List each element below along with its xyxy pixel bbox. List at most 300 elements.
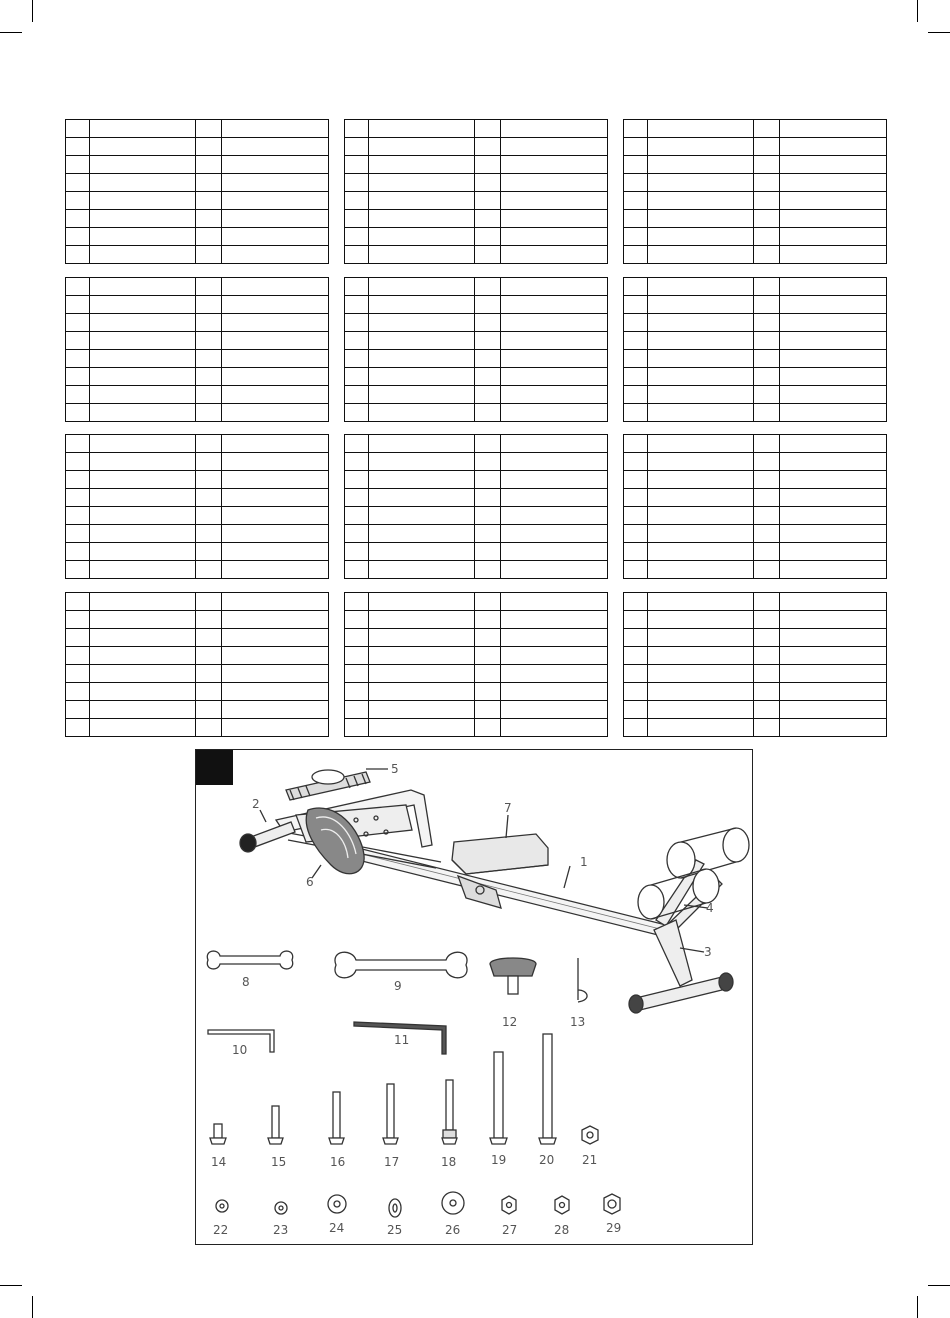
table-cell (369, 647, 475, 665)
table-cell (369, 611, 475, 629)
table-cell (501, 386, 608, 404)
rear-support-4 (638, 828, 749, 932)
table-cell (501, 525, 608, 543)
table-row (624, 246, 887, 264)
table-cell (196, 156, 222, 174)
table-cell (345, 174, 369, 192)
table-cell (475, 561, 501, 579)
table-cell (66, 489, 90, 507)
table-cell (475, 350, 501, 368)
table-cell (624, 453, 648, 471)
table-cell (90, 489, 196, 507)
table-row (66, 453, 329, 471)
table-cell (90, 629, 196, 647)
table-cell (648, 611, 754, 629)
table-cell (196, 543, 222, 561)
table-cell (369, 561, 475, 579)
table-row (66, 471, 329, 489)
table-cell (780, 683, 887, 701)
table-cell (780, 719, 887, 737)
table-cell (648, 210, 754, 228)
table-cell (222, 453, 329, 471)
table-cell (196, 368, 222, 386)
table-cell (648, 665, 754, 683)
bolt-14-icon (210, 1124, 226, 1144)
washer-24-icon (328, 1195, 346, 1213)
label-24: 24 (329, 1221, 345, 1235)
parts-table (344, 592, 608, 737)
table-cell (196, 489, 222, 507)
table-cell (780, 246, 887, 264)
table-cell (222, 350, 329, 368)
table-cell (754, 593, 780, 611)
table-cell (780, 210, 887, 228)
table-row (624, 543, 887, 561)
label-26: 26 (445, 1223, 461, 1237)
table-cell (780, 471, 887, 489)
table-cell (345, 278, 369, 296)
table-cell (648, 156, 754, 174)
table-cell (196, 611, 222, 629)
table-cell (345, 453, 369, 471)
table-cell (369, 543, 475, 561)
table-cell (501, 278, 608, 296)
table-cell (369, 525, 475, 543)
table-row (345, 647, 608, 665)
table-cell (196, 593, 222, 611)
table-cell (90, 683, 196, 701)
table-cell (222, 120, 329, 138)
table-cell (754, 719, 780, 737)
table-cell (475, 156, 501, 174)
wrench-9-icon (335, 952, 467, 978)
table-cell (222, 278, 329, 296)
table-cell (501, 192, 608, 210)
parts-table (623, 592, 887, 737)
table-cell (222, 561, 329, 579)
table-cell (66, 471, 90, 489)
table-cell (754, 561, 780, 579)
table-cell (475, 611, 501, 629)
table-cell (66, 138, 90, 156)
table-cell (345, 471, 369, 489)
table-row (345, 386, 608, 404)
table-cell (90, 296, 196, 314)
table-cell (754, 350, 780, 368)
table-cell (624, 314, 648, 332)
table-row (624, 404, 887, 422)
table-cell (475, 471, 501, 489)
table-cell (624, 192, 648, 210)
table-cell (780, 507, 887, 525)
table-row (345, 368, 608, 386)
table-row (345, 453, 608, 471)
table-cell (345, 314, 369, 332)
table-cell (196, 314, 222, 332)
table-cell (501, 489, 608, 507)
table-cell (624, 593, 648, 611)
table-cell (66, 647, 90, 665)
table-cell (475, 665, 501, 683)
table-cell (66, 278, 90, 296)
table-cell (475, 629, 501, 647)
table-cell (196, 561, 222, 579)
table-cell (345, 719, 369, 737)
table-cell (222, 543, 329, 561)
table-cell (66, 368, 90, 386)
table-cell (345, 246, 369, 264)
table-cell (196, 332, 222, 350)
table-cell (754, 683, 780, 701)
table-cell (754, 192, 780, 210)
table-row (66, 192, 329, 210)
table-cell (501, 296, 608, 314)
table-cell (780, 629, 887, 647)
table-cell (501, 543, 608, 561)
table-cell (66, 561, 90, 579)
table-cell (624, 350, 648, 368)
table-cell (66, 350, 90, 368)
table-cell (780, 278, 887, 296)
callout-5: 5 (391, 762, 399, 776)
table-cell (222, 296, 329, 314)
table-row (345, 611, 608, 629)
table-cell (345, 611, 369, 629)
table-cell (66, 296, 90, 314)
table-cell (475, 683, 501, 701)
table-row (66, 683, 329, 701)
parts-table (344, 277, 608, 422)
table-cell (90, 386, 196, 404)
table-cell (501, 611, 608, 629)
table-cell (475, 210, 501, 228)
table-cell (90, 611, 196, 629)
table-cell (648, 368, 754, 386)
table-cell (369, 350, 475, 368)
table-cell (369, 683, 475, 701)
table-cell (501, 368, 608, 386)
table-cell (501, 246, 608, 264)
crop-mark (917, 0, 918, 22)
parts-table (623, 277, 887, 422)
table-cell (196, 210, 222, 228)
table-cell (345, 210, 369, 228)
table-cell (345, 561, 369, 579)
table-cell (369, 629, 475, 647)
table-cell (624, 278, 648, 296)
table-row (345, 228, 608, 246)
table-cell (196, 278, 222, 296)
table-row (66, 561, 329, 579)
table-cell (648, 453, 754, 471)
table-cell (196, 296, 222, 314)
table-cell (501, 629, 608, 647)
callout-3: 3 (704, 945, 712, 959)
table-row (345, 192, 608, 210)
table-cell (754, 210, 780, 228)
table-cell (754, 228, 780, 246)
parts-table (65, 277, 329, 422)
table-cell (648, 629, 754, 647)
table-cell (754, 471, 780, 489)
table-cell (780, 665, 887, 683)
nut-27-icon (502, 1196, 516, 1214)
table-cell (66, 683, 90, 701)
table-row (345, 471, 608, 489)
table-cell (196, 647, 222, 665)
table-row (624, 453, 887, 471)
crop-mark (0, 32, 22, 33)
table-cell (345, 489, 369, 507)
table-cell (501, 156, 608, 174)
table-cell (345, 332, 369, 350)
table-cell (648, 278, 754, 296)
table-cell (196, 404, 222, 422)
table-cell (196, 386, 222, 404)
table-cell (475, 507, 501, 525)
table-cell (648, 683, 754, 701)
table-cell (780, 192, 887, 210)
bolt-18-icon (442, 1080, 457, 1144)
table-cell (90, 647, 196, 665)
table-cell (222, 210, 329, 228)
table-row (624, 156, 887, 174)
table-row (624, 507, 887, 525)
table-row (345, 665, 608, 683)
table-cell (780, 314, 887, 332)
table-cell (475, 174, 501, 192)
table-row (345, 719, 608, 737)
table-cell (475, 525, 501, 543)
table-cell (66, 701, 90, 719)
table-cell (754, 404, 780, 422)
table-cell (345, 192, 369, 210)
nut-29-icon (604, 1194, 620, 1214)
table-cell (475, 489, 501, 507)
table-cell (754, 665, 780, 683)
table-cell (754, 453, 780, 471)
table-cell (222, 507, 329, 525)
parts-table (65, 592, 329, 737)
table-cell (196, 719, 222, 737)
table-cell (648, 386, 754, 404)
table-cell (66, 629, 90, 647)
parts-table (344, 434, 608, 579)
table-cell (475, 647, 501, 665)
table-cell (196, 701, 222, 719)
table-row (66, 525, 329, 543)
table-cell (501, 120, 608, 138)
table-cell (369, 719, 475, 737)
table-cell (501, 332, 608, 350)
table-cell (624, 561, 648, 579)
table-cell (624, 246, 648, 264)
table-cell (754, 368, 780, 386)
table-cell (624, 471, 648, 489)
table-cell (754, 386, 780, 404)
knob-12-icon (490, 958, 536, 994)
table-row (624, 683, 887, 701)
table-row (624, 210, 887, 228)
table-cell (369, 156, 475, 174)
callout-4: 4 (706, 901, 714, 915)
table-cell (754, 296, 780, 314)
table-cell (369, 332, 475, 350)
table-cell (66, 192, 90, 210)
table-cell (780, 120, 887, 138)
table-row (624, 120, 887, 138)
table-row (66, 350, 329, 368)
callout-7: 7 (504, 801, 512, 815)
table-cell (475, 120, 501, 138)
table-cell (475, 228, 501, 246)
table-cell (624, 210, 648, 228)
pull-handle-5 (286, 770, 370, 800)
table-cell (369, 701, 475, 719)
table-cell (780, 489, 887, 507)
table-row (345, 543, 608, 561)
table-cell (648, 120, 754, 138)
table-cell (222, 525, 329, 543)
table-cell (780, 156, 887, 174)
table-cell (369, 296, 475, 314)
table-cell (196, 471, 222, 489)
table-cell (780, 386, 887, 404)
table-cell (780, 561, 887, 579)
table-cell (780, 701, 887, 719)
crop-mark (928, 1285, 950, 1286)
nut-28-icon (555, 1196, 569, 1214)
table-row (66, 611, 329, 629)
table-row (66, 435, 329, 453)
table-cell (222, 489, 329, 507)
table-cell (624, 296, 648, 314)
table-cell (648, 719, 754, 737)
table-cell (475, 368, 501, 386)
table-row (66, 120, 329, 138)
table-cell (780, 525, 887, 543)
table-row (624, 629, 887, 647)
crop-mark (928, 32, 950, 33)
table-cell (196, 453, 222, 471)
table-cell (648, 174, 754, 192)
label-17: 17 (384, 1155, 400, 1169)
table-cell (66, 453, 90, 471)
table-cell (369, 192, 475, 210)
label-22: 22 (213, 1223, 229, 1237)
table-cell (196, 120, 222, 138)
table-cell (90, 543, 196, 561)
table-cell (501, 174, 608, 192)
table-row (624, 332, 887, 350)
table-cell (222, 611, 329, 629)
handle-bar-2 (240, 822, 295, 852)
table-row (624, 489, 887, 507)
table-cell (345, 647, 369, 665)
crop-mark (917, 1296, 918, 1318)
table-cell (345, 665, 369, 683)
label-8: 8 (242, 975, 250, 989)
table-cell (501, 665, 608, 683)
table-cell (369, 593, 475, 611)
table-row (624, 386, 887, 404)
label-14: 14 (211, 1155, 227, 1169)
table-cell (780, 368, 887, 386)
table-cell (66, 120, 90, 138)
table-cell (624, 665, 648, 683)
bolt-17-icon (383, 1084, 398, 1144)
table-row (345, 435, 608, 453)
table-cell (222, 683, 329, 701)
table-row (345, 683, 608, 701)
table-cell (475, 246, 501, 264)
bolt-19-icon (490, 1052, 507, 1144)
table-cell (780, 453, 887, 471)
table-row (66, 296, 329, 314)
table-row (345, 296, 608, 314)
label-20: 20 (539, 1153, 555, 1167)
table-cell (345, 435, 369, 453)
table-cell (648, 507, 754, 525)
table-cell (754, 174, 780, 192)
table-cell (648, 332, 754, 350)
table-cell (66, 543, 90, 561)
label-11: 11 (394, 1033, 410, 1047)
table-cell (66, 332, 90, 350)
table-cell (624, 683, 648, 701)
table-cell (90, 368, 196, 386)
table-row (345, 210, 608, 228)
table-cell (66, 435, 90, 453)
table-cell (222, 386, 329, 404)
table-cell (90, 719, 196, 737)
label-16: 16 (330, 1155, 346, 1169)
table-cell (90, 314, 196, 332)
table-row (624, 228, 887, 246)
table-cell (475, 701, 501, 719)
table-cell (90, 120, 196, 138)
table-cell (624, 489, 648, 507)
table-cell (624, 611, 648, 629)
table-cell (648, 543, 754, 561)
table-cell (624, 174, 648, 192)
table-row (624, 314, 887, 332)
table-cell (222, 192, 329, 210)
table-cell (66, 507, 90, 525)
table-cell (754, 629, 780, 647)
table-row (66, 156, 329, 174)
table-row (66, 593, 329, 611)
table-cell (369, 435, 475, 453)
table-cell (475, 435, 501, 453)
table-cell (196, 683, 222, 701)
table-cell (369, 665, 475, 683)
crop-mark (32, 0, 33, 22)
crop-mark (32, 1296, 33, 1318)
table-cell (754, 507, 780, 525)
table-cell (501, 314, 608, 332)
table-cell (66, 611, 90, 629)
table-cell (624, 368, 648, 386)
table-cell (501, 138, 608, 156)
table-cell (648, 489, 754, 507)
table-row (345, 701, 608, 719)
table-cell (369, 120, 475, 138)
table-cell (648, 296, 754, 314)
table-row (66, 629, 329, 647)
table-cell (222, 332, 329, 350)
table-cell (196, 507, 222, 525)
